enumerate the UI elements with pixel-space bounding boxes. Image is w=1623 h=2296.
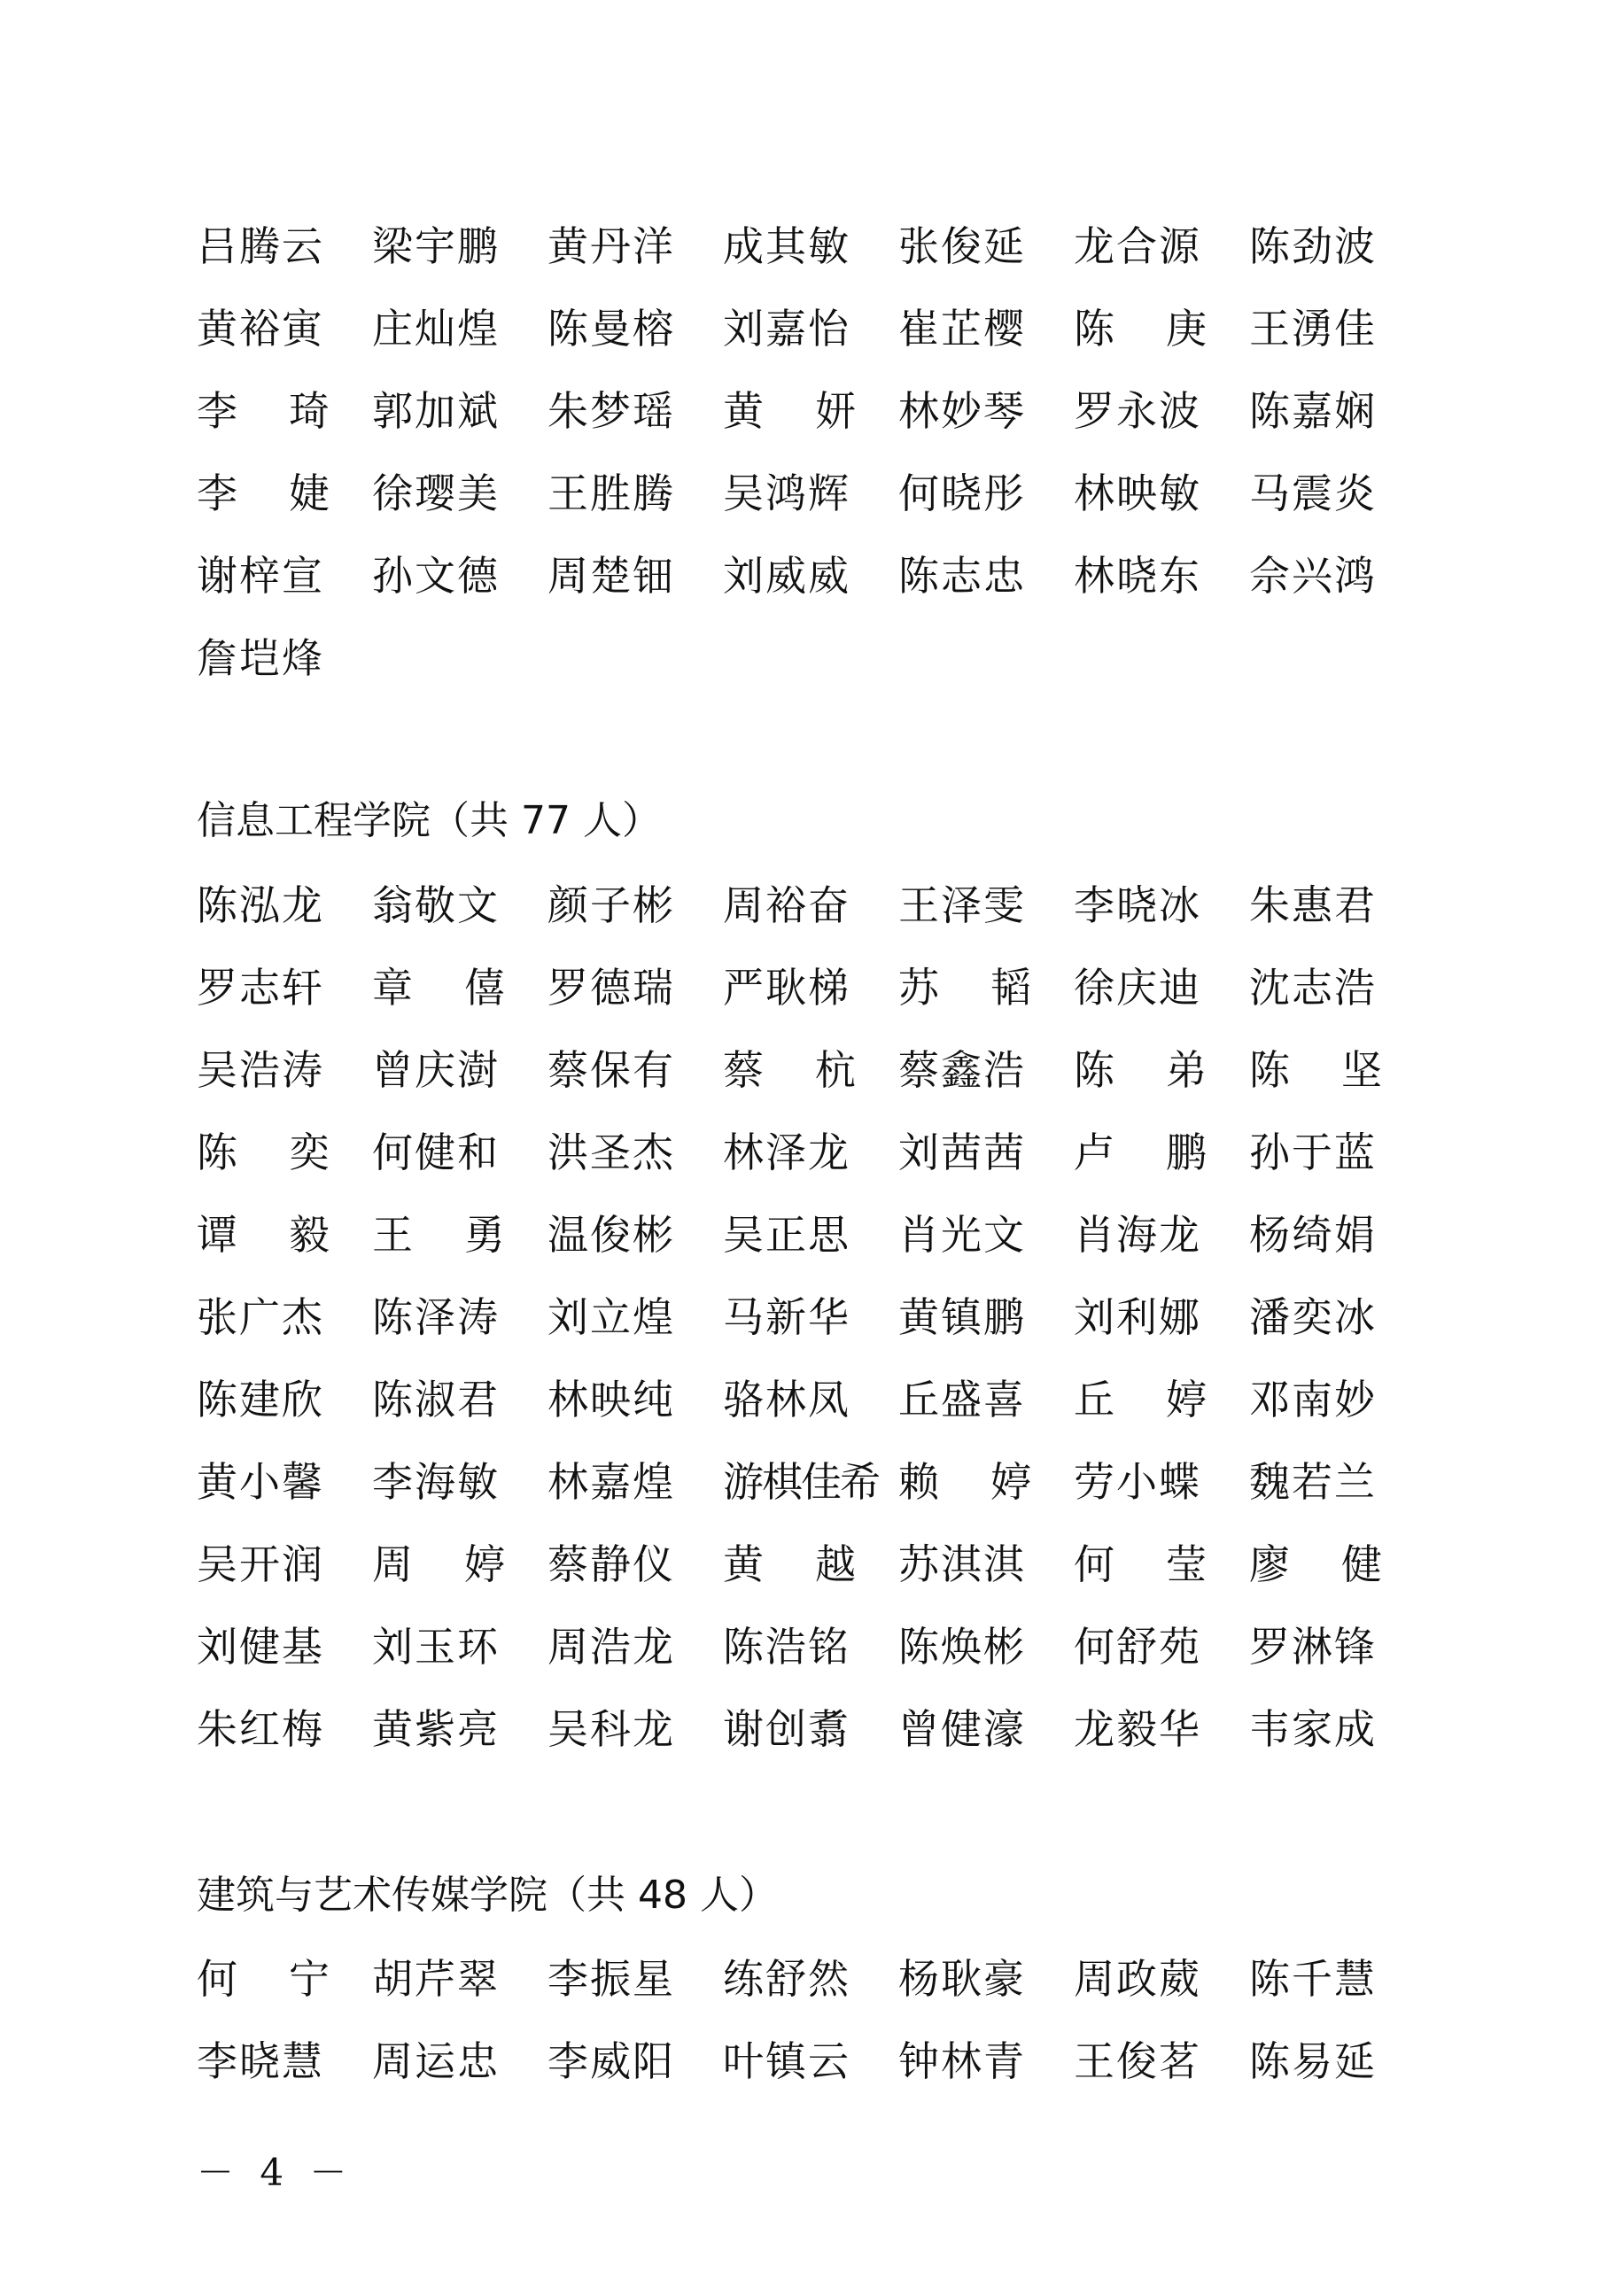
name-row	[197, 1602, 1425, 1685]
person-name: 周浩龙	[547, 1622, 675, 1671]
person-name: 刘利娜	[1074, 1292, 1201, 1341]
person-name: 曾健濠	[898, 1704, 1026, 1753]
person-name: 黄小馨	[197, 1457, 324, 1506]
person-name: 刘健基	[197, 1622, 324, 1671]
person-name: 钟林青	[898, 2036, 1026, 2085]
person-name: 李海敏	[372, 1457, 500, 1506]
person-name: 卢 鹏	[1074, 1128, 1207, 1176]
person-name: 林晓东	[1074, 551, 1201, 600]
person-name: 劳小蝶	[1074, 1457, 1201, 1506]
person-name: 林映敏	[1074, 469, 1201, 517]
person-name: 温俊彬	[547, 1210, 675, 1259]
person-name: 赖 婷	[898, 1457, 1031, 1506]
person-name: 蔡 杭	[723, 1045, 856, 1094]
name-row	[197, 367, 1425, 449]
section-title-architecture-art-media: 建筑与艺术传媒学院（共 48 人）	[197, 1873, 778, 1918]
person-name: 黄裕寅	[197, 304, 324, 353]
person-name: 林泽龙	[723, 1128, 850, 1176]
person-name: 蔡鑫浩	[898, 1045, 1026, 1094]
person-name: 黄丹洋	[547, 221, 675, 270]
person-name: 黄 妍	[723, 386, 856, 435]
person-name: 郭加斌	[372, 386, 500, 435]
person-name: 李晓慧	[197, 2036, 324, 2085]
person-name: 练舒然	[723, 1954, 850, 2003]
person-name: 成其敏	[723, 221, 850, 270]
person-name: 梁宇鹏	[372, 221, 500, 270]
person-name: 邓南妙	[1249, 1375, 1377, 1423]
person-name: 廖 健	[1249, 1540, 1382, 1588]
person-name: 陈嘉娴	[1249, 386, 1377, 435]
person-name: 何晓彤	[898, 469, 1026, 517]
name-row	[197, 1355, 1425, 1438]
person-name: 孙于蓝	[1249, 1128, 1377, 1176]
person-name: 魏若兰	[1249, 1457, 1377, 1506]
name-row	[197, 202, 1425, 284]
person-name: 詹垲烽	[197, 633, 324, 682]
person-name: 王湧佳	[1249, 304, 1377, 353]
person-name: 洪圣杰	[547, 1128, 675, 1176]
name-list-continued	[197, 202, 1425, 696]
person-name: 周裕奋	[723, 880, 850, 929]
name-row	[197, 531, 1425, 614]
person-name: 丘 婷	[1074, 1375, 1207, 1423]
name-row	[197, 449, 1425, 531]
person-name: 刘立煌	[547, 1292, 675, 1341]
person-name: 陈建欣	[197, 1375, 324, 1423]
person-name: 谢梓宣	[197, 551, 324, 600]
name-row	[197, 2017, 1425, 2099]
person-name: 黄 越	[723, 1540, 856, 1588]
person-name: 崔芷樱	[898, 304, 1026, 353]
section-title-information-engineering: 信息工程学院（共 77 人）	[197, 798, 661, 843]
person-name: 罗德瑞	[547, 963, 675, 1012]
name-row	[197, 1026, 1425, 1108]
person-name: 杨耿豪	[898, 1954, 1026, 2003]
person-name: 龙毅华	[1074, 1704, 1201, 1753]
person-name: 王泽雯	[898, 880, 1026, 929]
person-name: 林映纯	[547, 1375, 675, 1423]
person-name: 庄灿煌	[372, 304, 500, 353]
person-name: 陈焕彬	[898, 1622, 1026, 1671]
person-name: 何健和	[372, 1128, 500, 1176]
person-name: 王胜腾	[547, 469, 675, 517]
person-name: 章 僖	[372, 963, 505, 1012]
person-name: 周 婷	[372, 1540, 505, 1588]
person-name: 胡芹翠	[372, 1954, 500, 2003]
person-name: 陈 坚	[1249, 1045, 1382, 1094]
person-name: 翁敬文	[372, 880, 500, 929]
person-name: 徐璎美	[372, 469, 500, 517]
person-name: 蔡保有	[547, 1045, 675, 1094]
person-name: 张俊延	[898, 221, 1026, 270]
person-name: 李威阳	[547, 2036, 675, 2085]
person-name: 沈志浩	[1249, 963, 1377, 1012]
person-name: 陈 弟	[1074, 1045, 1207, 1094]
person-name: 刘茜茜	[898, 1128, 1026, 1176]
person-name: 陈千慧	[1249, 1954, 1377, 2003]
person-name: 马震炎	[1249, 469, 1377, 517]
person-name: 陈劲波	[1249, 221, 1377, 270]
name-row	[197, 284, 1425, 367]
person-name: 叶镇云	[723, 2036, 850, 2085]
person-name: 严耿梯	[723, 963, 850, 1012]
person-name: 刘玉环	[372, 1622, 500, 1671]
person-name: 林妙琴	[898, 386, 1026, 435]
person-name: 吕腾云	[197, 221, 324, 270]
person-name: 王 勇	[372, 1210, 505, 1259]
name-row	[197, 1273, 1425, 1355]
name-row	[197, 1108, 1425, 1191]
person-name: 朱惠君	[1249, 880, 1377, 929]
person-name: 罗永波	[1074, 386, 1201, 435]
person-name: 吴浩涛	[197, 1045, 324, 1094]
name-row	[197, 1191, 1425, 1273]
person-name: 谭 毅	[197, 1210, 330, 1259]
person-name: 罗志轩	[197, 963, 324, 1012]
name-list-information-engineering	[197, 861, 1425, 1767]
person-name: 林嘉煌	[547, 1457, 675, 1506]
name-row	[197, 1520, 1425, 1602]
person-name: 周政葳	[1074, 1954, 1201, 2003]
person-name: 朱红梅	[197, 1704, 324, 1753]
person-name: 陈泽涛	[372, 1292, 500, 1341]
person-name: 游棋佳希	[723, 1457, 879, 1506]
person-name: 吴科龙	[547, 1704, 675, 1753]
person-name: 吴鸿辉	[723, 469, 850, 517]
person-name: 骆林凤	[723, 1375, 850, 1423]
person-name: 李晓冰	[1074, 880, 1201, 929]
person-name: 王俊茗	[1074, 2036, 1201, 2085]
person-name: 陈泓龙	[197, 880, 324, 929]
person-name: 吴正思	[723, 1210, 850, 1259]
name-list-architecture-art-media	[197, 1935, 1425, 2099]
name-row	[197, 861, 1425, 943]
person-name: 刘嘉怡	[723, 304, 850, 353]
person-name: 谢创翥	[723, 1704, 850, 1753]
person-name: 杨绮娟	[1249, 1210, 1377, 1259]
person-name: 苏淇淇	[898, 1540, 1026, 1588]
name-row	[197, 614, 1425, 696]
person-name: 朱梦瑶	[547, 386, 675, 435]
person-name: 陈浩铭	[723, 1622, 850, 1671]
page-number: － 4 －	[197, 2151, 354, 2194]
person-name: 黄镇鹏	[898, 1292, 1026, 1341]
person-name: 何舒苑	[1074, 1622, 1201, 1671]
person-name: 陈淑君	[372, 1375, 500, 1423]
person-name: 韦家成	[1249, 1704, 1377, 1753]
person-name: 苏 韬	[898, 963, 1031, 1012]
person-name: 张广杰	[197, 1292, 324, 1341]
person-name: 龙合源	[1074, 221, 1201, 270]
name-row	[197, 1685, 1425, 1767]
person-name: 肖光文	[898, 1210, 1026, 1259]
person-name: 何 莹	[1074, 1540, 1207, 1588]
person-name: 陈志忠	[898, 551, 1026, 600]
person-name: 潘奕冰	[1249, 1292, 1377, 1341]
person-name: 蔡静仪	[547, 1540, 675, 1588]
person-name: 吴开润	[197, 1540, 324, 1588]
name-row	[197, 1438, 1425, 1520]
person-name: 陈易延	[1249, 2036, 1377, 2085]
person-name: 李 婕	[197, 469, 330, 517]
person-name: 陈曼榕	[547, 304, 675, 353]
person-name: 李 琦	[197, 386, 330, 435]
person-name: 颜子彬	[547, 880, 675, 929]
person-name: 佘兴鸿	[1249, 551, 1377, 600]
name-row	[197, 1935, 1425, 2017]
person-name: 罗淋锋	[1249, 1622, 1377, 1671]
person-name: 马新华	[723, 1292, 850, 1341]
person-name: 周运忠	[372, 2036, 500, 2085]
person-name: 丘盛喜	[898, 1375, 1026, 1423]
person-name: 周楚钿	[547, 551, 675, 600]
person-name: 肖海龙	[1074, 1210, 1201, 1259]
person-name: 李振星	[547, 1954, 675, 2003]
person-name: 孙文德	[372, 551, 500, 600]
person-name: 陈 庚	[1074, 304, 1207, 353]
person-name: 刘威威	[723, 551, 850, 600]
name-row	[197, 943, 1425, 1026]
person-name: 何 宁	[197, 1954, 330, 2003]
person-name: 黄紫亮	[372, 1704, 500, 1753]
person-name: 徐庆迪	[1074, 963, 1201, 1012]
person-name: 曾庆澍	[372, 1045, 500, 1094]
person-name: 陈 奕	[197, 1128, 330, 1176]
